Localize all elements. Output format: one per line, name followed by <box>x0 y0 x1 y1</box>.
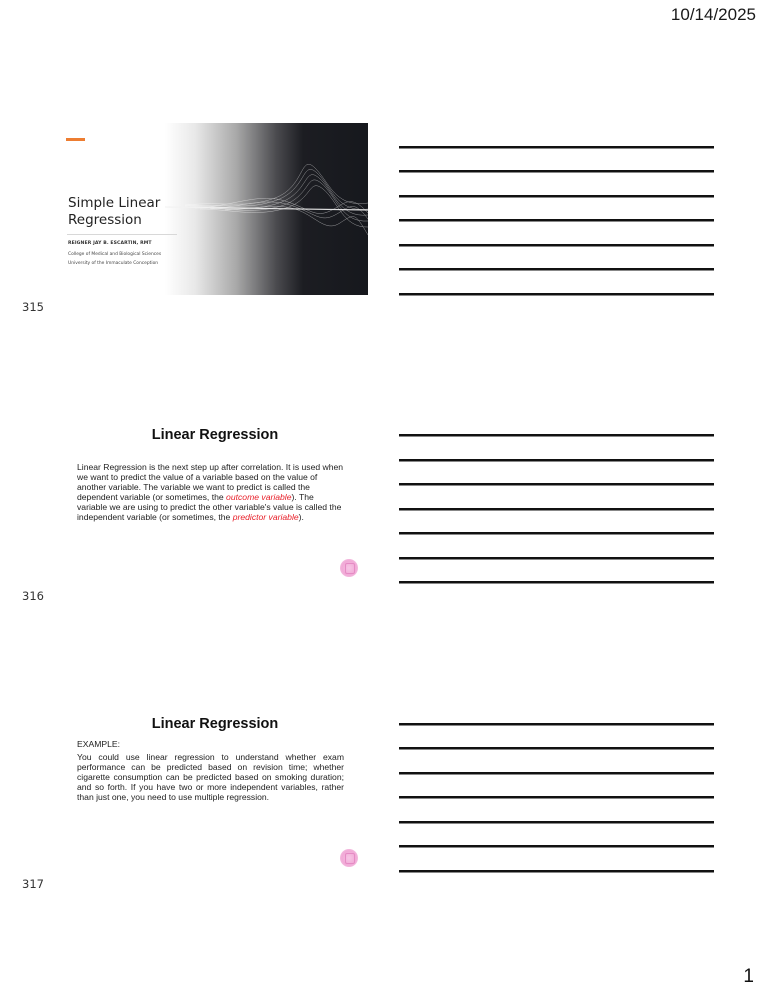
note-line <box>399 508 714 510</box>
note-line <box>399 772 714 774</box>
slide-316-thumbnail <box>60 420 370 594</box>
body-text: Linear Regression is the next step up after correlation. It is used when we want to predict the value of a variable based on the value of another variable. The variable we want to predict is called the dependent variable (or sometimes, the <box>77 462 344 503</box>
body-text: ). <box>298 512 304 523</box>
divider <box>67 234 177 235</box>
wave-mesh-icon <box>165 123 368 295</box>
slide-title <box>68 195 160 229</box>
title-line-1: Simple Linear <box>68 195 161 211</box>
note-line <box>399 581 714 583</box>
note-line <box>399 747 714 749</box>
slide-number: 315 <box>22 300 44 314</box>
note-line <box>399 219 714 221</box>
note-line <box>399 532 714 534</box>
note-line <box>399 195 714 197</box>
emphasis-outcome-variable: outcome variable <box>226 492 292 503</box>
note-line <box>399 434 714 436</box>
author-name: REIGNER JAY B. ESCARTIN, RMT <box>68 241 152 246</box>
slide-title: Linear Regression <box>151 427 279 443</box>
note-line <box>399 821 714 823</box>
slide-body-text <box>77 462 344 523</box>
slide-number: 317 <box>22 877 44 891</box>
slide-title: Linear Regression <box>151 716 279 732</box>
note-line <box>399 146 714 148</box>
note-line <box>399 870 714 872</box>
note-line <box>399 723 714 725</box>
note-line <box>399 170 714 172</box>
abstract-wave-image <box>165 123 368 295</box>
note-line <box>399 459 714 461</box>
slide-body-text: You could use linear regression to understand whether exam performance can be predicted based on revision time; whether cigarette consumption can be predicted based on smoking duration; and so forth. If you have two or more independent variables, rather than just one, you need to use multiple regression. <box>77 752 344 803</box>
university-seal-icon <box>340 559 358 577</box>
accent-bar <box>66 138 85 141</box>
note-line <box>399 845 714 847</box>
slide-317-thumbnail <box>60 709 370 883</box>
example-heading: EXAMPLE: <box>77 739 120 749</box>
body-text: ). The variable we are using to predict the other variable's value is called the independent variable (or sometimes, the <box>77 492 342 523</box>
page-number: 1 <box>743 966 754 987</box>
title-line-2: Regression <box>68 212 142 228</box>
note-line <box>399 557 714 559</box>
slide-number: 316 <box>22 589 44 603</box>
affiliation-college: College of Medical and Biological Sciences <box>68 252 162 257</box>
affiliation-university: University of the Immaculate Conception <box>68 261 159 266</box>
note-line <box>399 293 714 295</box>
note-line <box>399 483 714 485</box>
note-line <box>399 268 714 270</box>
university-seal-icon <box>340 849 358 867</box>
slide-315-thumbnail <box>60 122 370 296</box>
note-line <box>399 796 714 798</box>
print-date: 10/14/2025 <box>670 5 756 24</box>
emphasis-predictor-variable: predictor variable <box>232 512 299 523</box>
note-line <box>399 244 714 246</box>
